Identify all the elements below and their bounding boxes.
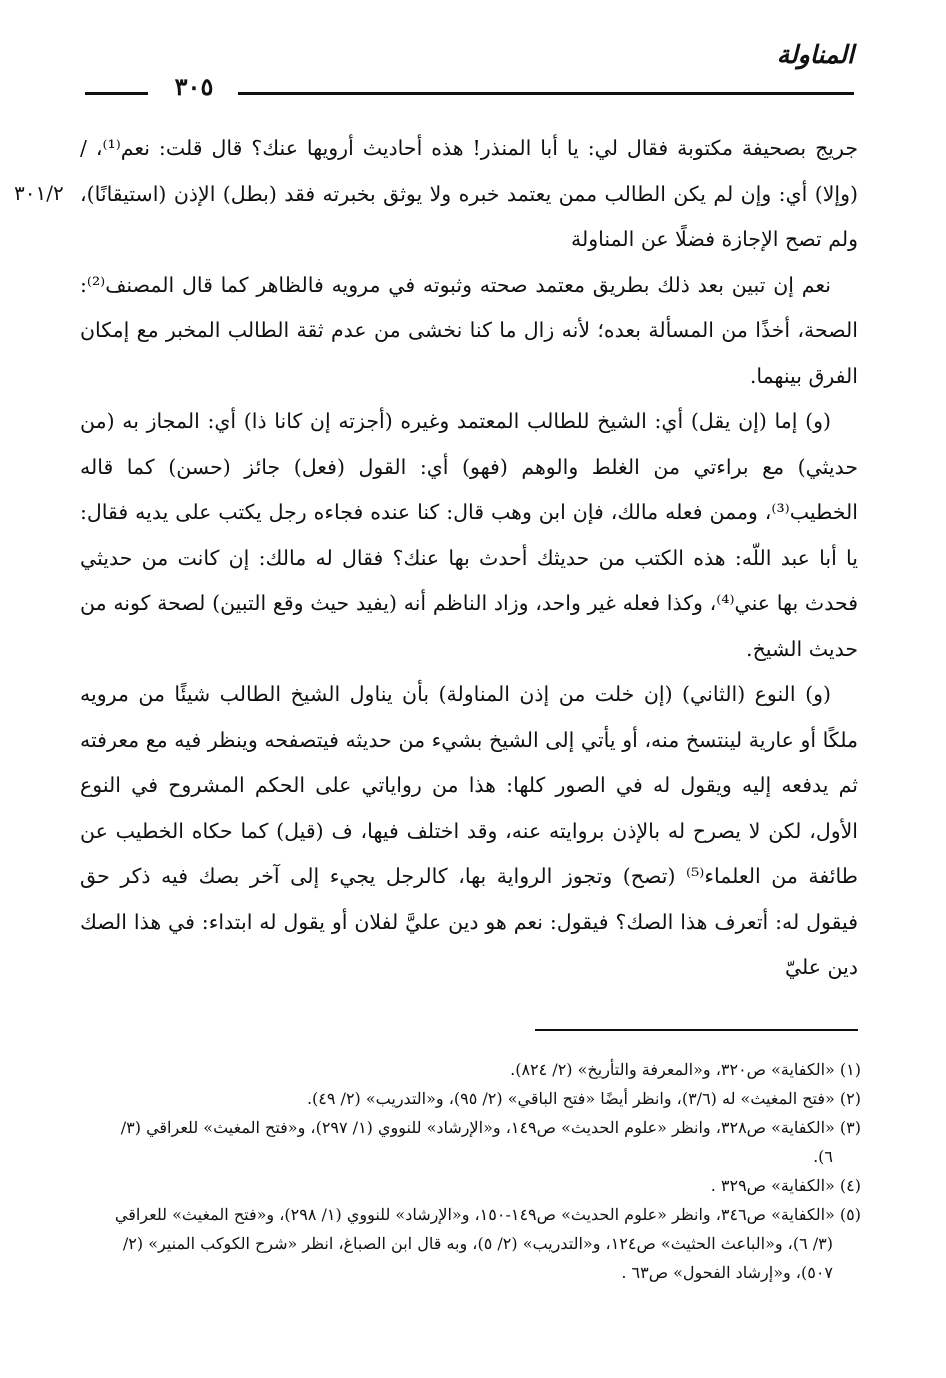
footnote-1: (١) «الكفاية» ص٣٢٠، و«المعرفة والتأريخ» (٢/ ٨٢٤). (510, 1060, 861, 1079)
footnote-2: (٢) «فتح المغيث» له (٣/٦)، وانظر أيضًا «فتح الباقي» (٢/ ٩٥)، و«التدريب» (٢/ ٤٩). (306, 1089, 861, 1108)
paragraph-4: (و) النوع (الثاني) (إن خلت من إذن المناولة) بأن يناول الشيخ الطالب شيئًا من مرويه ملكًا أو عارية لينتسخ منه، أو يأتي إلى الشيخ بشيء من حديثه فيتصفحه وينظر فيه مع معرفته ثم يدفعه إليه ويقول له في الصور كلها: هذا من رواياتي على الحكم المشروح في النوع الأول، لكن لا يصرح له بالإذن بروايته عنه، وقد اختلف فيها، ف (قيل) كما حكاه الخطيب عن طائفة من العلماء⁽⁵⁾ (تصح) وتجوز الرواية بها، كالرجل يجيء إلى آخر بصك فيه ذكر حق فيقول له: أتعرف هذا الصك؟ فيقول: نعم هو دين عليَّ لفلان أو يقول له ابتداء: في هذا الصك دين عليّ (80, 682, 859, 979)
running-head-title: المناولة (776, 40, 854, 69)
main-text (80, 126, 858, 991)
paragraph-3: (و) إما (إن يقل) أي: الشيخ للطالب المعتمد وغيره (أجزته إن كانا ذا) أي: المجاز به (من حديثي) مع براءتي من الغلط والوهم (فهو) أي: القول (فعل) جائز (حسن) كما قاله الخطيب⁽³⁾، وممن فعله مالك، فإن ابن وهب قال: كنا عنده فجاءه رجل يكتب على يديه فقال: يا أبا عبد اللّه: هذه الكتب من حديثك أحدث بها عنك؟ فقال له مالك: إن كانت من حديثي فحدث بها عني⁽⁴⁾، وكذا فعله غير واحد، وزاد الناظم أنه (يفيد حيث وقع التبين) لصحة كونه من حديث الشيخ. (80, 409, 858, 661)
paragraph-2: نعم إن تبين بعد ذلك بطريق معتمد صحته وثبوته في مرويه فالظاهر كما قال المصنف⁽²⁾: الصحة، أخذًا من المسألة بعده؛ لأنه زال ما كنا نخشى من عدم ثقة الطالب المخبر مع إمكان الفرق بينهما. (80, 272, 858, 388)
footnote-3: (٣) «الكفاية» ص٣٢٨، وانظر «علوم الحديث» ص١٤٩، و«الإرشاد» للنووي (١/ ٢٩٧)، و«فتح المغيث» للعراقي (٣/ ٦). (120, 1118, 861, 1166)
margin-reference: ٣٠١/٢ (14, 181, 64, 205)
footnotes (110, 1055, 861, 1287)
header-rule-left (85, 92, 148, 95)
paragraph-1: جريج بصحيفة مكتوبة فقال لي: يا أبا المنذر! هذه أحاديث أرويها عنك؟ قال قلت: نعم⁽¹⁾، / (وإلا) أي: وإن لم يكن الطالب ممن يعتمد خبره ولا يوثق بخبرته فقد (بطل) الإذن (استيقانًا)، ولم تصح الإجازة فضلًا عن المناولة (80, 136, 858, 251)
footnote-separator (535, 1029, 858, 1031)
footnote-5: (٥) «الكفاية» ص٣٤٦، وانظر «علوم الحديث» ص١٤٩-١٥٠، و«الإرشاد» للنووي (١/ ٢٩٨)، و«فتح المغيث» للعراقي (٣/ ٦)، و«الباعث الحثيث» ص١٢٤، و«التدريب» (٢/ ٥)، وبه قال ابن الصباغ، انظر «شرح الكوكب المنير» (٢/ ٥٠٧)، و«إرشاد الفحول» ص٦٣ . (114, 1205, 861, 1282)
footnote-4: (٤) «الكفاية» ص٣٢٩ . (710, 1176, 861, 1195)
header-rule-right (238, 92, 854, 95)
page-number: ٣٠٥ (174, 72, 214, 101)
